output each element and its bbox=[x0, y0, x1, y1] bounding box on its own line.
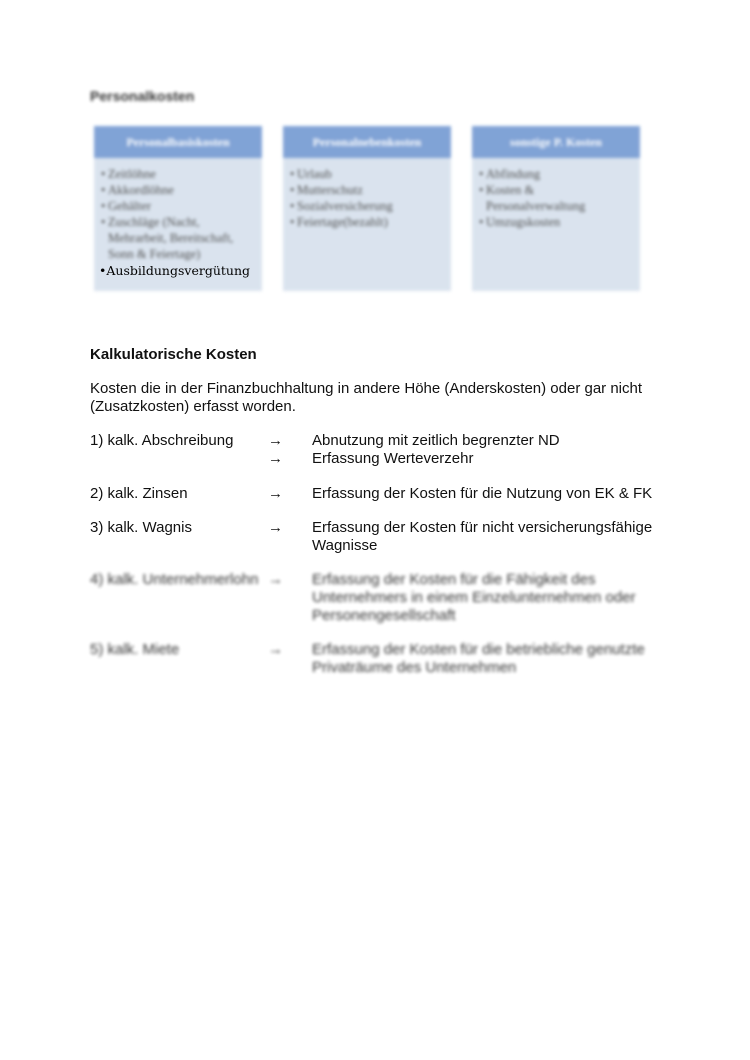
row-label: 2) kalk. Zinsen bbox=[90, 485, 188, 502]
row-text: Erfassung der Kosten für die betriebliche genutzte Privaträume des Unternehmen bbox=[312, 641, 645, 676]
row-text: Abnutzung mit zeitlich begrenzter ND bbox=[312, 432, 560, 449]
list-item: • Gehälter bbox=[101, 198, 256, 214]
list-item: • Kosten & Personalverwaltung bbox=[479, 182, 634, 214]
row-text: Erfassung der Kosten für nicht versicherungsfähige Wagnisse bbox=[312, 519, 653, 554]
list-item: • Feiertage(bezahlt) bbox=[290, 214, 445, 230]
row-label: 5) kalk. Miete bbox=[90, 641, 180, 658]
row-text: Erfassung der Kosten für die Nutzung von EK & FK bbox=[312, 485, 653, 502]
list-item: • Zuschläge (Nacht, Mehrarbeit, Bereitschaft, Sonn & Feiertage) bbox=[101, 214, 256, 262]
row-text: Erfassung der Kosten für die Fähigkeit des Unternehmers in einem Einzelunternehmen oder Personengesellschaft bbox=[312, 571, 636, 624]
box-list bbox=[283, 158, 451, 230]
box-sonstige-kosten bbox=[472, 126, 640, 291]
intro-paragraph: Kosten die in der Finanzbuchhaltung in andere Höhe (Anderskosten) oder gar nicht (Zusatzkosten) erfasst worden. bbox=[90, 380, 643, 415]
list-item: • Sozialversicherung bbox=[290, 198, 445, 214]
box-header: Personalnebenkosten bbox=[283, 126, 451, 158]
arrow-icon: → bbox=[268, 485, 283, 502]
row-text: Erfassung Werteverzehr bbox=[312, 450, 474, 467]
row-label: 1) kalk. Abschreibung bbox=[90, 432, 234, 449]
box-header: Personalbasiskosten bbox=[94, 126, 262, 158]
list-item: • Urlaub bbox=[290, 166, 445, 182]
list-item: • Zeitlöhne bbox=[101, 166, 256, 182]
section-title-personalkosten: Personalkosten bbox=[90, 88, 195, 104]
arrow-icon: → bbox=[268, 450, 283, 467]
arrow-icon: → bbox=[268, 432, 283, 449]
list-item: • Mutterschutz bbox=[290, 182, 445, 198]
box-list bbox=[94, 158, 262, 262]
box-header: sonstige P. Kosten bbox=[472, 126, 640, 158]
box-personalnebenkosten bbox=[283, 126, 451, 291]
arrow-icon: → bbox=[268, 519, 283, 536]
box-list bbox=[472, 158, 640, 230]
arrow-icon: → bbox=[268, 641, 283, 658]
list-item: • Abfindung bbox=[479, 166, 634, 182]
arrow-icon: → bbox=[268, 571, 283, 588]
list-item-ausbildungsverguetung: •Ausbildungsvergütung bbox=[99, 263, 250, 278]
row-label: 3) kalk. Wagnis bbox=[90, 519, 192, 536]
row-label: 4) kalk. Unternehmerlohn bbox=[90, 571, 259, 588]
list-item: • Umzugskosten bbox=[479, 214, 634, 230]
list-item: • Akkordlöhne bbox=[101, 182, 256, 198]
section-title-kalkulatorische-kosten: Kalkulatorische Kosten bbox=[90, 346, 257, 363]
